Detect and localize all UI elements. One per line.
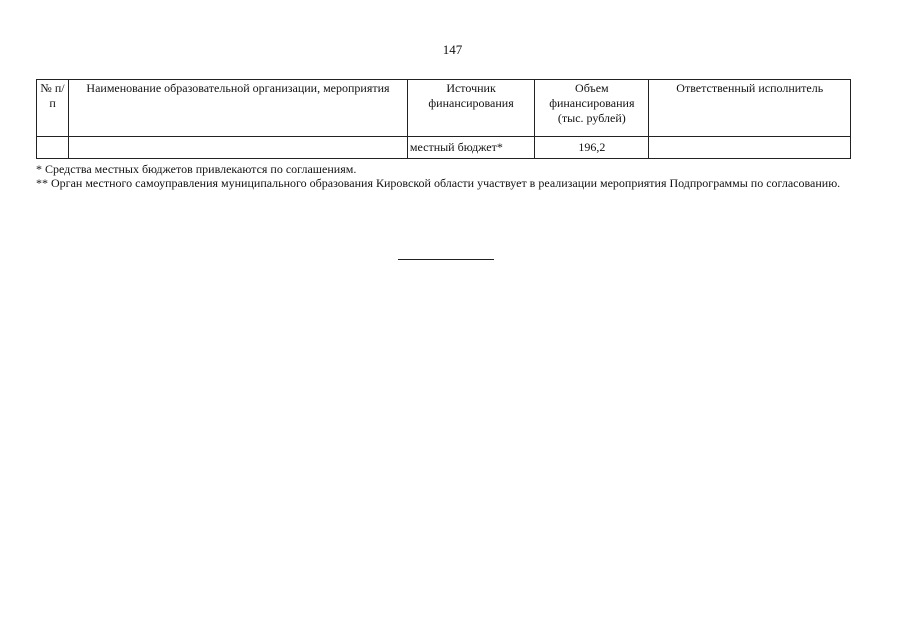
table-row <box>37 137 851 159</box>
end-divider <box>398 259 494 260</box>
cell-financing-source: местный бюджет* <box>407 137 534 159</box>
header-number: № п/п <box>37 80 69 137</box>
cell-responsible-executor <box>649 137 851 159</box>
financing-table <box>36 79 851 159</box>
cell-financing-volume: 196,2 <box>535 137 649 159</box>
footnote-local-government: ** Орган местного самоуправления муниципального образования Кировской области участвует в реализации мероприятия Подпрограммы по согласованию. <box>36 176 841 190</box>
table-header-row <box>37 80 851 137</box>
footnotes <box>36 162 851 190</box>
header-organization-name: Наименование образовательной организации, мероприятия <box>69 80 408 137</box>
header-financing-volume: Объем финансирования (тыс. рублей) <box>535 80 649 137</box>
header-responsible-executor: Ответственный исполнитель <box>649 80 851 137</box>
cell-number <box>37 137 69 159</box>
header-financing-source: Источник финансирования <box>407 80 534 137</box>
footnote-local-budgets: * Средства местных бюджетов привлекаются по соглашениям. <box>36 162 357 176</box>
page-number: 147 <box>442 42 463 57</box>
cell-organization-name <box>69 137 408 159</box>
